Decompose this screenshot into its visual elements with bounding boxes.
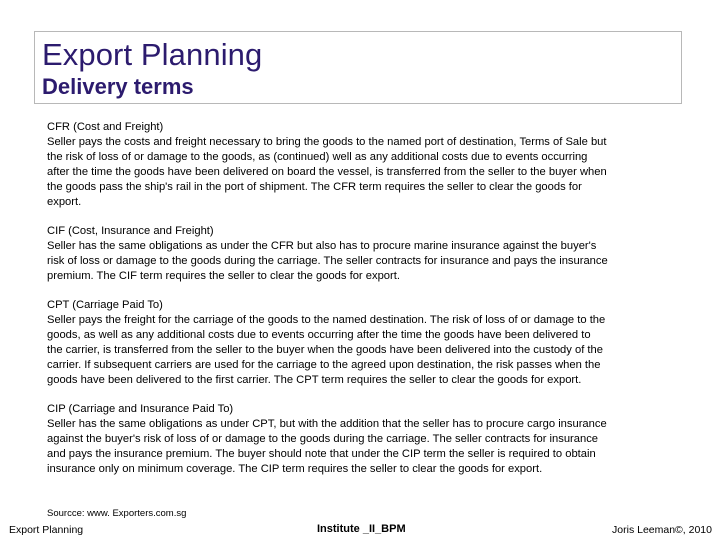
term-body-cpt: Seller pays the freight for the carriage of the goods to the named destination. The risk of loss of or damage to the goods, as well as any additional costs due to events occurring after the time the goods have been delivered to the carrier, is transferred from the seller to the buyer when the goods have been delivered into the custody of the carrier. If subsequent carriers are used for the carriage to the agreed upon destination, the risk passes when the goods have been delivered to the first carrier. The CPT term requires the seller to clear the goods for export.: [47, 314, 606, 386]
term-heading-cfr: CFR (Cost and Freight): [47, 121, 164, 133]
term-section-cpt: [47, 298, 609, 388]
term-body-cif: Seller has the same obligations as under the CFR but also has to procure marine insurance against the buyer's risk of loss or damage to the goods during the carriage. The seller contracts for insurance and pays the insurance premium. The CIF term requires the seller to clear the goods for export.: [47, 240, 608, 282]
source-note: Sourcce: www. Exporters.com.sg: [47, 508, 187, 519]
title-box: [34, 31, 682, 104]
term-section-cfr: [47, 120, 609, 210]
footer-left-text: Export Planning: [9, 524, 84, 536]
term-heading-cip: CIP (Carriage and Insurance Paid To): [47, 403, 234, 415]
slide-title: Export Planning: [42, 37, 263, 72]
term-body-cfr: Seller pays the costs and freight necessary to bring the goods to the named port of destination, Terms of Sale but the risk of loss of or damage to the goods, as (continued) well as any additional costs due to events occurring after the time the goods have been delivered on board the vessel, is transferred from the seller to the buyer when the goods pass the ship's rail in the port of shipment. The CFR term requires the seller to clear the goods for export.: [47, 136, 607, 208]
term-body-cip: Seller has the same obligations as under CPT, but with the addition that the seller has to procure cargo insurance against the buyer's risk of loss of or damage to the goods during the carriage. The seller contracts for insurance and pays the insurance premium. The buyer should note that under the CIP term the seller is required to obtain insurance only on minimum coverage. The CIP term requires the seller to clear the goods for export.: [47, 418, 607, 475]
delivery-terms-content: [47, 120, 609, 491]
slide-subtitle: Delivery terms: [42, 74, 194, 99]
footer-copyright: Joris Leeman©, 2010: [612, 524, 712, 536]
term-heading-cif: CIF (Cost, Insurance and Freight): [47, 225, 214, 237]
term-section-cif: [47, 224, 609, 284]
term-section-cip: [47, 402, 609, 477]
footer-center-text: Institute _II_BPM: [317, 523, 406, 535]
term-heading-cpt: CPT (Carriage Paid To): [47, 299, 163, 311]
